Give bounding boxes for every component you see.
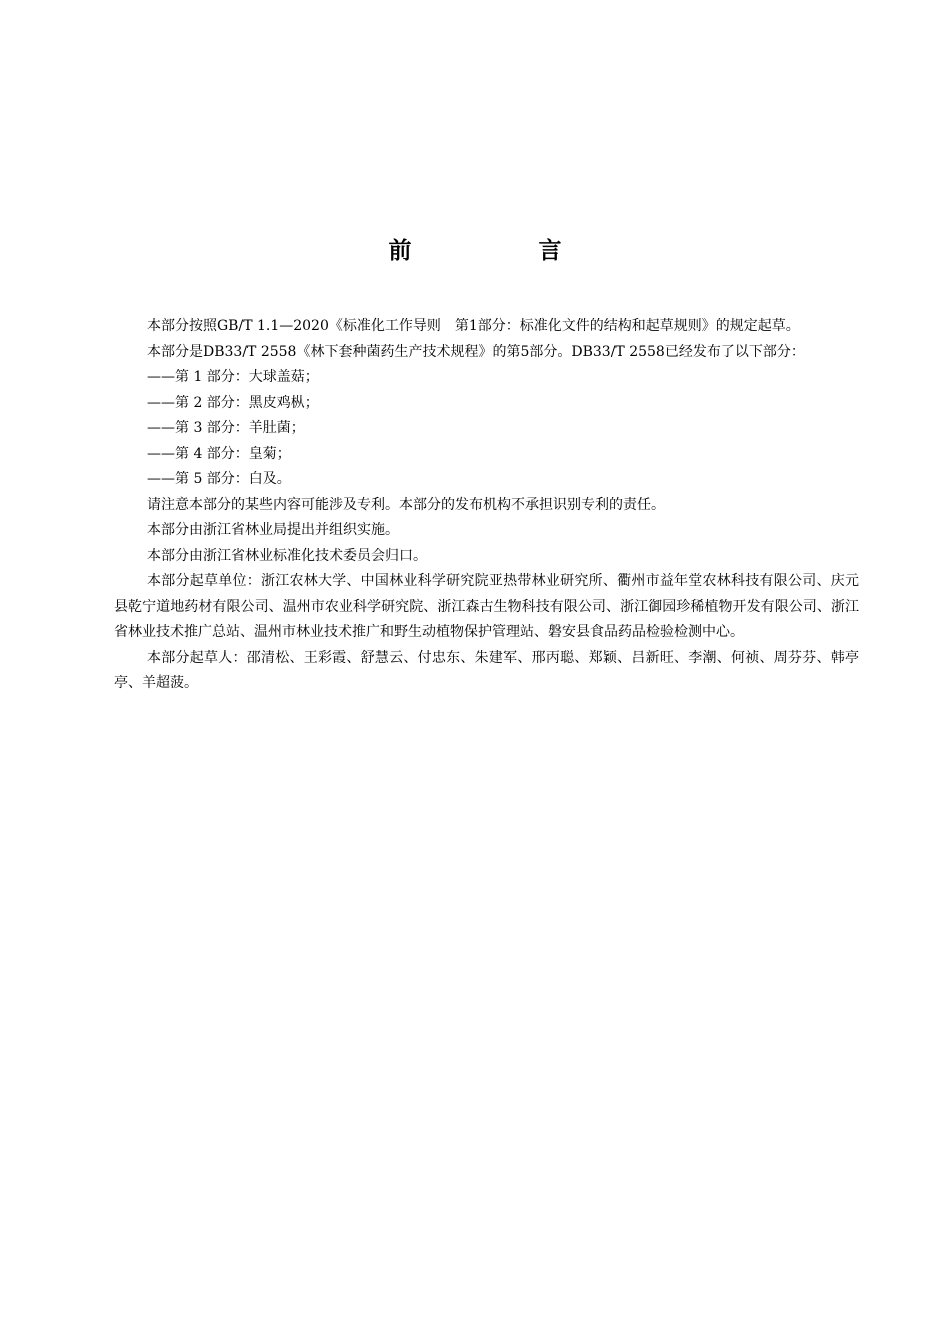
- paragraph-committee: 本部分由浙江省林业标准化技术委员会归口。: [147, 547, 427, 564]
- paragraph-patent-notice: 请注意本部分的某些内容可能涉及专利。本部分的发布机构不承担识别专利的责任。: [147, 496, 665, 513]
- paragraph-part-info: 本部分是DB33/T 2558《林下套种菌药生产技术规程》的第5部分。DB33/T 2558已经发布了以下部分：: [147, 343, 805, 360]
- paragraph-drafters: 本部分起草人：邵清松、王彩霞、舒慧云、付忠东、朱建军、邢丙聪、郑颖、吕新旺、李潮、何祯、周芬芬、韩亭亭、羊超菠。: [114, 649, 859, 691]
- page-title: 前 言: [388, 238, 614, 264]
- list-item-part-4: ——第 4 部分：皇菊；: [147, 445, 291, 462]
- list-item-part-3: ——第 3 部分：羊肚菌；: [147, 420, 305, 436]
- list-item-part-1: ——第 1 部分：大球盖菇；: [147, 369, 319, 385]
- paragraph-proposer: 本部分由浙江省林业局提出并组织实施。: [147, 522, 399, 538]
- paragraph-drafting-units: 本部分起草单位：浙江农林大学、中国林业科学研究院亚热带林业研究所、衢州市益年堂农林科技有限公司、庆元县乾宁道地药材有限公司、温州市农业科学研究院、浙江森古生物科技有限公司、浙江御园珍稀植物开发有限公司、浙江省林业技术推广总站、温州市林业技术推广和野生动植物保护管理站、磐安县食品药品检验检测中心。: [114, 573, 859, 640]
- list-item-part-5: ——第 5 部分：白及。: [147, 471, 291, 487]
- list-item-part-2: ——第 2 部分：黑皮鸡枞；: [147, 394, 319, 411]
- paragraph-drafting-rules: 本部分按照GB/T 1.1—2020《标准化工作导则 第1部分：标准化文件的结构和起草规则》的规定起草。: [147, 318, 800, 334]
- foreword-body: [114, 314, 859, 697]
